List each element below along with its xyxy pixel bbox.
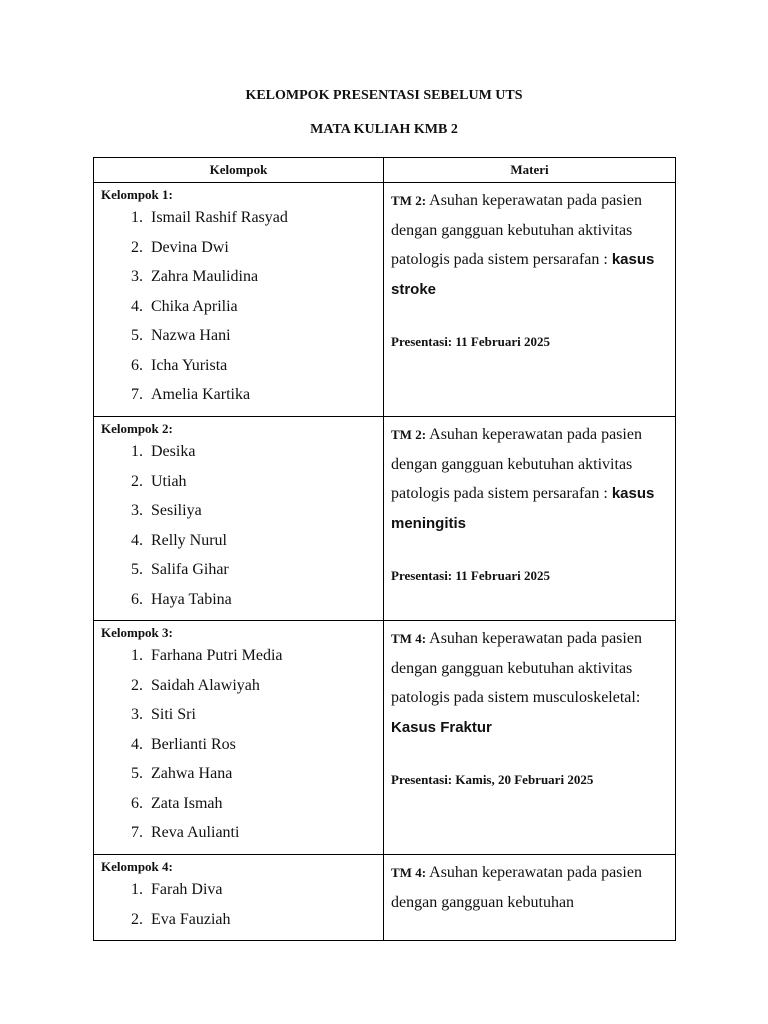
materi-cell — [384, 417, 676, 621]
materi-text — [385, 418, 674, 538]
list-item: 2. Saidah Alawiyah — [147, 671, 382, 701]
list-item: 1. Ismail Rashif Rasyad — [147, 203, 382, 233]
member-list — [95, 437, 382, 614]
list-item: 1. Farhana Putri Media — [147, 641, 382, 671]
presentation-date: Presentasi: 11 Februari 2025 — [391, 568, 550, 583]
list-item: 2. Utiah — [147, 467, 382, 497]
kasus-label: Kasus Fraktur — [391, 718, 492, 736]
table-row — [94, 621, 676, 855]
table-header-row — [94, 158, 676, 183]
presentation-date: Presentasi: Kamis, 20 Februari 2025 — [391, 772, 594, 787]
list-item: 1. Farah Diva — [147, 875, 382, 905]
materi-cell — [384, 183, 676, 417]
table-row — [94, 417, 676, 621]
group-cell — [94, 855, 384, 941]
materi-description: Asuhan keperawatan pada pasien dengan gangguan kebutuhan aktivitas patologis pada sistem musculoskeletal: — [391, 630, 642, 706]
list-item: 5. Nazwa Hani — [147, 321, 382, 351]
tm-label: TM 4: — [391, 865, 427, 880]
list-item: 1. Desika — [147, 437, 382, 467]
materi-cell — [384, 855, 676, 941]
list-item: 4. Berlianti Ros — [147, 730, 382, 760]
presentation-date: Presentasi: 11 Februari 2025 — [391, 334, 550, 349]
materi-cell — [384, 621, 676, 855]
group-cell — [94, 183, 384, 417]
materi-description: Asuhan keperawatan pada pasien dengan gangguan kebutuhan aktivitas patologis pada sistem persarafan : — [391, 192, 642, 268]
group-cell — [94, 621, 384, 855]
table-row — [94, 183, 676, 417]
list-item: 5. Zahwa Hana — [147, 759, 382, 789]
list-item: 7. Reva Aulianti — [147, 818, 382, 848]
document-title: KELOMPOK PRESENTASI SEBELUM UTS — [245, 88, 523, 103]
materi-text — [385, 184, 674, 304]
list-item: 2. Eva Fauziah — [147, 905, 382, 935]
list-item: 5. Salifa Gihar — [147, 555, 382, 585]
member-list — [95, 875, 382, 934]
document-subtitle: MATA KULIAH KMB 2 — [310, 122, 458, 137]
list-item: 6. Haya Tabina — [147, 585, 382, 615]
list-item: 6. Icha Yurista — [147, 351, 382, 381]
table-row — [94, 855, 676, 941]
header-materi: Materi — [384, 158, 676, 183]
group-table — [93, 157, 676, 941]
group-cell — [94, 417, 384, 621]
list-item: 4. Relly Nurul — [147, 526, 382, 556]
group-label: Kelompok 4: — [101, 859, 173, 874]
member-list — [95, 203, 382, 410]
list-item: 6. Zata Ismah — [147, 789, 382, 819]
list-item: 7. Amelia Kartika — [147, 380, 382, 410]
group-label: Kelompok 2: — [101, 421, 173, 436]
kasus-label: kasus meningitis — [391, 485, 655, 532]
list-item: 2. Devina Dwi — [147, 233, 382, 263]
materi-text — [385, 856, 674, 917]
group-label: Kelompok 1: — [101, 187, 173, 202]
list-item: 3. Siti Sri — [147, 700, 382, 730]
materi-description: Asuhan keperawatan pada pasien dengan gangguan kebutuhan aktivitas patologis pada sistem persarafan : — [391, 426, 642, 502]
header-kelompok: Kelompok — [94, 158, 384, 183]
list-item: 3. Zahra Maulidina — [147, 262, 382, 292]
tm-label: TM 4: — [391, 631, 427, 646]
list-item: 4. Chika Aprilia — [147, 292, 382, 322]
materi-text — [385, 622, 674, 742]
tm-label: TM 2: — [391, 427, 427, 442]
member-list — [95, 641, 382, 848]
kasus-label: kasus stroke — [391, 251, 655, 298]
materi-description: Asuhan keperawatan pada pasien dengan gangguan kebutuhan — [391, 864, 642, 911]
group-label: Kelompok 3: — [101, 625, 173, 640]
tm-label: TM 2: — [391, 193, 427, 208]
list-item: 3. Sesiliya — [147, 496, 382, 526]
